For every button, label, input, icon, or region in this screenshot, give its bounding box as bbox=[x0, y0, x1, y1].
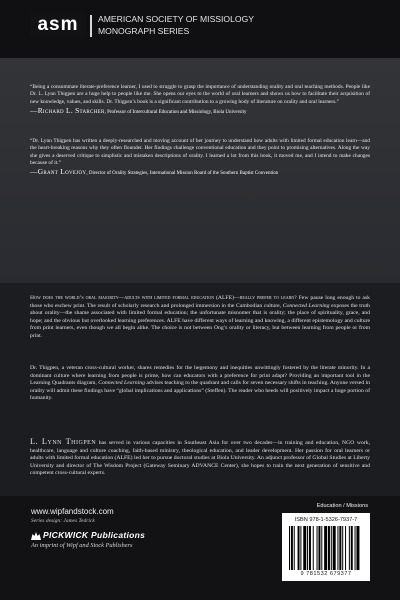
publisher-imprint: An imprint of Wipf and Stock Publishers bbox=[31, 542, 133, 549]
series-title-line2: MONOGRAPH SERIES bbox=[98, 26, 190, 36]
isbn-barcode bbox=[282, 513, 370, 581]
isbn-label: ISBN 978-1-5326-7937-7 bbox=[294, 517, 358, 523]
endorsement-quote: “Being a consummate literate-preference learner, I used to struggle to grasp the importance of understanding orality and oral teaching methods. People like Dr. L. Lynn Thigpen are a huge help to people like me. She opens our eyes to the world of oral learners and shows us how to facilitate their acquisition of new knowledge, values, and skills. Dr. Thigpen’s book is a significant contribution to a growing body of literature on orality and oral learners.” bbox=[30, 84, 370, 105]
description-lead: How does the world’s oral majority—adults with limited formal education (ALFE)—really prefer to learn? bbox=[30, 295, 297, 301]
endorsements-panel bbox=[0, 58, 400, 283]
book-title-reference: Connected Learning bbox=[98, 380, 145, 386]
series-title-line1: AMERICAN SOCIETY OF MISSIOLOGY bbox=[98, 14, 254, 24]
publisher-footer bbox=[0, 496, 400, 600]
pickwick-logo-icon bbox=[31, 531, 41, 540]
book-title-reference: Connected Learning bbox=[282, 302, 330, 309]
endorsement bbox=[30, 138, 370, 177]
barcode-bars bbox=[289, 526, 363, 570]
endorsement-quote: “Dr. Lynn Thigpen has written a deeply-researched and moving account of her journey to understand how adults with limited formal education learn—and the heart-breaking reasons why they often flounder. Her findings challenge conventional education and they point to promising alternatives. Along the way she gives a deserved critique to simplistic and mistaken descriptions of orality. I learned a lot from this book, it moved me, and I intend to make changes because of it.” bbox=[30, 138, 370, 166]
endorser-role: , Director of Orality Strategies, International Mission Board of the Southern Baptist Convention bbox=[86, 171, 279, 177]
barcode-number: 9 781532 679377 bbox=[300, 571, 352, 577]
book-category: Education / Missions bbox=[316, 503, 368, 509]
author-bio: L. Lynn Thigpen has served in various capacities in Southeast Asia for over two decades—in training and education, NGO work, healthcare, language and culture coaching, faith-based ministry, theological education, and leader development. Her passion for oral learners or adults with limited formal education (ALFE) led her to pursue doctoral studies at Biola University. An adjunct professor of Global Studies at Liberty University and director of The Wisdom Project (Gateway Seminary ADVANCE Center), she hopes to train the next generation of sensitive and competent cross-cultural experts. bbox=[30, 437, 370, 476]
author-name: L. Lynn Thigpen bbox=[30, 437, 97, 446]
design-credit: Series design: James Tedrick bbox=[31, 518, 95, 524]
description-paragraph: Dr. Thigpen, a veteran cross-cultural worker, shares remedies for the hegemony and inequities unwittingly fostered by the literate minority. In a dominant culture where learning from people is prime, how can educators with a preference for print adapt? Providing an important tool in the Learning Quadrants diagram, Connected Learning advises teaching to the quadrant and calls for seven necessary shifts in teaching. Anyone versed in orality will admit these findings have “global implications and applications” (Steffen). The reader who heeds will positively impact a huge portion of humanity. bbox=[30, 365, 370, 401]
series-header bbox=[0, 0, 400, 58]
endorsement-attribution bbox=[30, 168, 370, 177]
endorser-name: —Richard L. Starcher bbox=[30, 105, 105, 115]
endorser-name: —Grant Lovejoy bbox=[30, 167, 87, 177]
endorsement-attribution bbox=[30, 107, 370, 116]
endorsement bbox=[30, 84, 370, 116]
series-title bbox=[98, 13, 378, 37]
asm-logo: asm bbox=[30, 13, 86, 37]
publisher-website: www.wipfandstock.com bbox=[31, 507, 114, 516]
logo-divider bbox=[90, 15, 92, 37]
publisher-name: PICKWICK Publications bbox=[43, 530, 146, 540]
description-paragraph: How does the world’s oral majority—adults with limited formal education (ALFE)—really prefer to learn? Few pause long enough to ask those who eschew print. The result of scholarly research and prolonged immersion in the Cambodian culture, Connected Learning exposes the truth about orality—the shame associated with limited formal education; the unfortunate misnomer that is orality; the place of spirituality, grace, and hope; and the obvious but overlooked learning preferences. ALFE have different ways of learning and knowing, a different epistemology and culture from print learners, even though we all begin alike. The choice is not between Ong’s orality or literacy, but between learning from people or from print. bbox=[30, 295, 370, 339]
book-description bbox=[0, 283, 400, 496]
endorser-role: , Professor of Intercultural Education and Missiology, Biola University bbox=[104, 109, 247, 115]
